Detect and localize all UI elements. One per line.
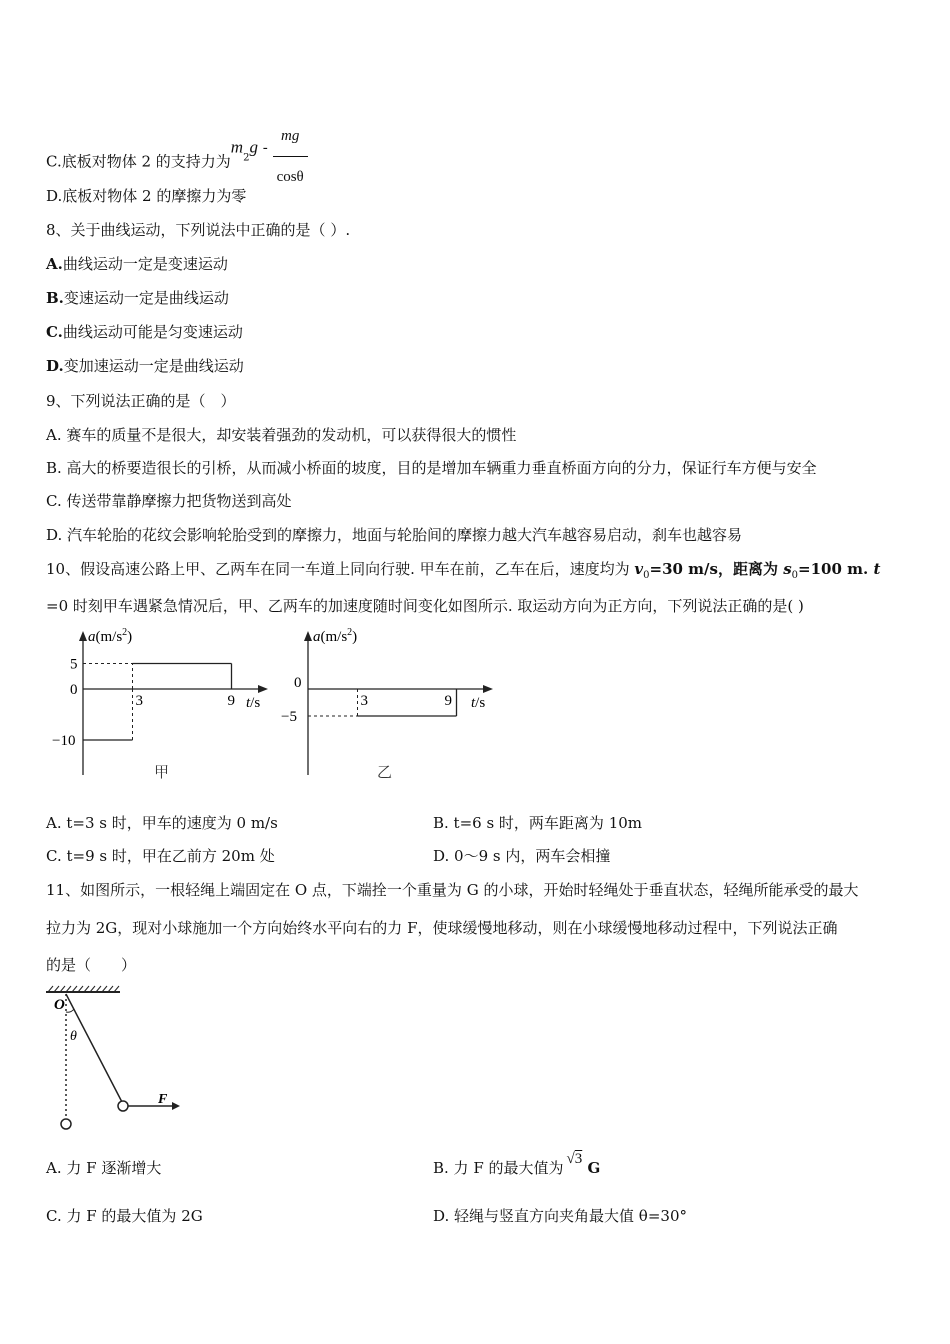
q10-chart-yi	[275, 625, 505, 790]
q7-g: g	[249, 137, 258, 157]
tick-label: −10	[52, 733, 76, 749]
tick-label: −5	[281, 709, 297, 725]
q10-option-d: D. 0～9 s 内，两车会相撞	[433, 847, 611, 865]
q11-option-d: D. 轻绳与竖直方向夹角最大值 θ=30°	[433, 1207, 687, 1225]
y-axis-label: $a(m/s^2)$	[313, 627, 358, 645]
ceiling-hatch	[46, 986, 120, 992]
tick-label: 0	[70, 682, 78, 698]
q10-option-c: C. t=9 s 时，甲在乙前方 20m 处	[46, 847, 275, 865]
theta-label: θ	[70, 1029, 77, 1044]
q11-option-c: C. 力 F 的最大值为 2G	[46, 1207, 203, 1225]
q10-chart-jia	[50, 625, 280, 790]
force-arrow-head	[172, 1102, 180, 1110]
q7-option-c: C.底板对物体 2 的支持力为$m_2g$ - $\frac{mg}{\cos\theta}$	[46, 122, 308, 162]
q10-stem-line1: 10、假设高速公路上甲、乙两车在同一车道上同向行驶. 甲车在前，乙车在后，速度均为 $v_0=30$ m/s，距离为 $s_0=100$ m. t	[46, 560, 881, 581]
x-axis-arrow	[258, 685, 268, 693]
force-f-label: F	[158, 1092, 168, 1107]
q7-fraction: $\frac{mg}{\cos\theta}$	[273, 116, 308, 197]
q8-stem: 8、关于曲线运动，下列说法中正确的是（ ）.	[46, 221, 351, 239]
q9-option-a: A. 赛车的质量不是很大，却安装着强劲的发动机，可以获得很大的惯性	[46, 426, 517, 444]
q8-option-b: B.变速运动一定是曲线运动	[46, 289, 229, 307]
x-axis-label: t/s	[246, 695, 261, 711]
q11-stem-line3: 的是（ ）	[46, 956, 137, 974]
q8-option-d: D.变加速运动一定是曲线运动	[46, 357, 244, 375]
q7-m: m	[230, 137, 244, 157]
y-axis-label: $a(m/s^2)$	[88, 627, 133, 645]
sqrt-3: √3	[566, 1151, 583, 1167]
q10-option-a: A. t=3 s 时，甲车的速度为 0 m/s	[46, 814, 278, 832]
q8-option-a: A.曲线运动一定是变速运动	[46, 255, 228, 273]
tick-label: 5	[70, 656, 78, 673]
y-axis-arrow	[79, 631, 87, 641]
tick-label: 9	[227, 693, 235, 709]
chart-title: 甲	[154, 765, 170, 781]
point-o-label: O	[54, 997, 65, 1013]
q7-option-d: D.底板对物体 2 的摩擦力为零	[46, 187, 247, 205]
q10-option-b: B. t=6 s 时，两车距离为 10m	[433, 814, 643, 832]
x-axis-label: t/s	[471, 695, 486, 711]
rope	[66, 994, 123, 1104]
tick-label: 0	[294, 675, 302, 691]
x-axis-arrow	[483, 685, 493, 693]
q11-option-b: B. 力 F 的最大值为 √3 G	[433, 1151, 601, 1177]
q7-minus: -	[257, 138, 273, 157]
q11-pendulum-figure	[40, 982, 190, 1137]
tick-label: 3	[135, 693, 143, 709]
q7-sub: 2	[243, 152, 250, 164]
q11-stem-line2: 拉力为 2G，现对小球施加一个方向始终水平向右的力 F，使球缓慢地移动，则在小球缓慢地移动过程中，下列说法正确	[46, 919, 838, 937]
ball-initial	[61, 1119, 71, 1129]
tick-label: 9	[444, 693, 452, 709]
q10-stem-line2: =0 时刻甲车遇紧急情况后，甲、乙两车的加速度随时间变化如图所示. 取运动方向为正方向，下列说法正确的是( )	[46, 597, 804, 615]
tick-label: 3	[360, 693, 368, 709]
q9-stem: 9、下列说法正确的是（ ）	[46, 392, 236, 410]
angle-arc	[66, 1009, 74, 1012]
q8-option-c: C.曲线运动可能是匀变速运动	[46, 323, 243, 341]
q9-option-d: D. 汽车轮胎的花纹会影响轮胎受到的摩擦力，地面与轮胎间的摩擦力越大汽车越容易启动，刹车也越容易	[46, 526, 743, 544]
q11-option-a: A. 力 F 逐渐增大	[46, 1159, 162, 1177]
q9-option-b: B. 高大的桥要造很长的引桥，从而减小桥面的坡度，目的是增加车辆重力垂直桥面方向的分力，保证行车方便与安全	[46, 459, 817, 477]
ball	[118, 1101, 128, 1111]
q11-stem-line1: 11、如图所示，一根轻绳上端固定在 O 点，下端拴一个重量为 G 的小球，开始时轻绳处于垂直状态，轻绳所能承受的最大	[46, 881, 859, 899]
q9-option-c: C. 传送带靠静摩擦力把货物送到高处	[46, 492, 292, 510]
y-axis-arrow	[304, 631, 312, 641]
chart-title: 乙	[377, 765, 393, 781]
